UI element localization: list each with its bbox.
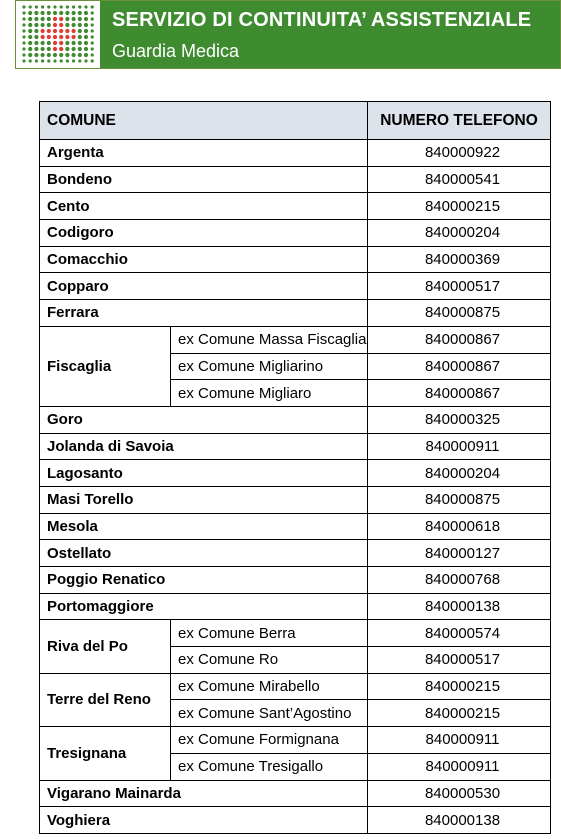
logo-dot xyxy=(78,53,82,57)
logo-dot xyxy=(34,41,38,45)
logo-dot xyxy=(72,35,76,39)
logo-dot xyxy=(53,5,56,8)
logo-dot xyxy=(65,29,69,33)
logo-dot xyxy=(28,53,32,57)
table-row xyxy=(40,326,551,353)
table-row xyxy=(40,246,551,273)
logo-dot xyxy=(34,47,38,51)
table-row xyxy=(40,673,551,700)
logo-dot xyxy=(41,53,45,57)
logo-dot xyxy=(72,41,76,45)
comune-cell: Argenta xyxy=(40,140,368,167)
logo-dot xyxy=(91,17,94,20)
logo-dot xyxy=(60,59,63,62)
logo-dot xyxy=(47,17,51,21)
phone-number-cell: 840000875 xyxy=(368,300,551,327)
logo-dot xyxy=(72,11,76,15)
logo-dot xyxy=(22,47,25,50)
logo-dot xyxy=(34,53,38,57)
table-header-row xyxy=(40,102,551,140)
phone-number-cell: 840000911 xyxy=(368,433,551,460)
phone-number-cell: 840000215 xyxy=(368,193,551,220)
logo-dot xyxy=(22,29,25,32)
logo-dot xyxy=(34,23,38,27)
logo-dot xyxy=(84,5,87,8)
logo-dot xyxy=(78,17,82,21)
ex-comune-cell: ex Comune Massa Fiscaglia xyxy=(171,326,368,353)
phone-number-cell: 840000618 xyxy=(368,513,551,540)
logo-dot xyxy=(59,41,63,45)
comune-cell: Goro xyxy=(40,406,368,433)
logo-dot xyxy=(35,59,38,62)
comune-cell: Lagosanto xyxy=(40,460,368,487)
logo-dot xyxy=(34,11,38,15)
comune-cell: Portomaggiore xyxy=(40,593,368,620)
phone-number-cell: 840000768 xyxy=(368,567,551,594)
logo-dot xyxy=(53,11,57,15)
table-row xyxy=(40,513,551,540)
logo-dot xyxy=(72,23,76,27)
logo-dot xyxy=(29,5,32,8)
logo-dot xyxy=(78,29,82,33)
header-banner xyxy=(15,0,561,69)
phone-number-cell: 840000911 xyxy=(368,753,551,780)
logo-dot xyxy=(47,53,51,57)
logo-dot xyxy=(28,35,32,39)
logo-dot xyxy=(47,29,51,33)
table-row xyxy=(40,406,551,433)
table-row xyxy=(40,166,551,193)
phone-number-cell: 840000875 xyxy=(368,486,551,513)
page-title: SERVIZIO DI CONTINUITA’ ASSISTENZIALE xyxy=(112,9,532,31)
logo-dot xyxy=(60,5,63,8)
phone-number-cell: 840000911 xyxy=(368,727,551,754)
ex-comune-cell: ex Comune Formignana xyxy=(171,727,368,754)
table-row xyxy=(40,593,551,620)
logo-dot xyxy=(22,59,25,62)
table-row xyxy=(40,727,551,754)
logo-dot xyxy=(65,23,69,27)
logo-dot xyxy=(65,35,69,39)
logo-dot xyxy=(72,29,76,33)
phone-number-cell: 840000138 xyxy=(368,807,551,834)
comune-cell: Mesola xyxy=(40,513,368,540)
comune-cell: Poggio Renatico xyxy=(40,567,368,594)
logo-dot xyxy=(84,41,88,45)
logo-dot xyxy=(41,29,45,33)
logo-dot xyxy=(84,59,87,62)
logo-dot xyxy=(91,53,94,56)
logo-dot xyxy=(47,35,51,39)
logo-dot xyxy=(47,5,50,8)
logo-dot xyxy=(53,17,57,21)
logo-dot xyxy=(41,35,45,39)
logo-dot xyxy=(59,35,63,39)
logo-dot xyxy=(91,29,94,32)
phone-number-cell: 840000215 xyxy=(368,673,551,700)
logo-dot xyxy=(72,5,75,8)
phone-number-cell: 840000204 xyxy=(368,220,551,247)
logo-dot xyxy=(91,35,94,38)
ex-comune-cell: ex Comune Sant’Agostino xyxy=(171,700,368,727)
comune-cell: Fiscaglia xyxy=(40,326,171,406)
logo-dot xyxy=(78,23,82,27)
phone-number-cell: 840000517 xyxy=(368,647,551,674)
table-row xyxy=(40,193,551,220)
phone-number-cell: 840000369 xyxy=(368,246,551,273)
logo-dot xyxy=(91,11,94,14)
ex-comune-cell: ex Comune Tresigallo xyxy=(171,753,368,780)
ex-comune-cell: ex Comune Berra xyxy=(171,620,368,647)
logo-dot xyxy=(22,41,25,44)
logo-dot xyxy=(35,5,38,8)
logo-dot xyxy=(65,11,69,15)
logo-dot xyxy=(34,17,38,21)
logo-dot xyxy=(53,59,56,62)
table-row xyxy=(40,620,551,647)
logo-dot xyxy=(65,47,69,51)
table-row xyxy=(40,220,551,247)
logo-dot xyxy=(34,29,38,33)
logo-dot xyxy=(91,23,94,26)
phone-number-cell: 840000541 xyxy=(368,166,551,193)
logo-dot xyxy=(72,47,76,51)
logo-dot xyxy=(59,11,63,15)
comune-cell: Ferrara xyxy=(40,300,368,327)
phone-number-cell: 840000127 xyxy=(368,540,551,567)
phone-number-cell: 840000922 xyxy=(368,140,551,167)
logo-dot xyxy=(41,41,45,45)
logo-dot xyxy=(41,47,45,51)
logo-dot xyxy=(41,23,45,27)
logo-dot xyxy=(78,47,82,51)
logo-dot xyxy=(29,59,32,62)
ex-comune-cell: ex Comune Migliarino xyxy=(171,353,368,380)
phone-number-cell: 840000138 xyxy=(368,593,551,620)
logo-dot xyxy=(84,53,88,57)
phone-number-cell: 840000204 xyxy=(368,460,551,487)
logo-dot xyxy=(47,23,51,27)
table-row xyxy=(40,460,551,487)
logo-dot xyxy=(47,59,50,62)
logo-dot xyxy=(41,59,44,62)
comune-cell: Ostellato xyxy=(40,540,368,567)
comune-cell: Tresignana xyxy=(40,727,171,780)
comune-cell: Codigoro xyxy=(40,220,368,247)
logo-dot xyxy=(78,41,82,45)
table-row xyxy=(40,567,551,594)
comune-cell: Bondeno xyxy=(40,166,368,193)
logo-dot xyxy=(28,23,32,27)
comune-cell: Copparo xyxy=(40,273,368,300)
logo-dot xyxy=(47,47,51,51)
comune-cell: Jolanda di Savoia xyxy=(40,433,368,460)
logo-dot xyxy=(65,53,69,57)
column-header-comune: COMUNE xyxy=(40,102,368,140)
column-header-numero: NUMERO TELEFONO xyxy=(368,102,551,140)
logo-dot xyxy=(28,29,32,33)
logo-dot xyxy=(22,11,25,14)
logo-dot xyxy=(59,17,63,21)
comune-cell: Comacchio xyxy=(40,246,368,273)
logo-dot xyxy=(22,23,25,26)
logo-dot xyxy=(78,59,81,62)
guardia-medica-logo-icon xyxy=(16,1,100,68)
logo-dot xyxy=(66,59,69,62)
logo-dot xyxy=(53,23,57,27)
logo-dot xyxy=(41,11,45,15)
logo-dot xyxy=(22,5,25,8)
logo-dot xyxy=(53,29,57,33)
logo-dot xyxy=(91,5,94,8)
logo-dot xyxy=(84,35,88,39)
logo-dot xyxy=(53,47,57,51)
logo-dot xyxy=(84,29,88,33)
logo-dot xyxy=(66,5,69,8)
logo-dot xyxy=(28,47,32,51)
phone-number-cell: 840000574 xyxy=(368,620,551,647)
logo-dot xyxy=(22,35,25,38)
logo-dot xyxy=(28,41,32,45)
phone-number-cell: 840000517 xyxy=(368,273,551,300)
ex-comune-cell: ex Comune Ro xyxy=(171,647,368,674)
logo-dot xyxy=(28,17,32,21)
logo-dot xyxy=(91,59,94,62)
table-row xyxy=(40,300,551,327)
logo-dot xyxy=(84,11,88,15)
logo-dot xyxy=(84,17,88,21)
logo-dot xyxy=(84,47,88,51)
comune-cell: Terre del Reno xyxy=(40,673,171,726)
logo-dot xyxy=(28,11,32,15)
logo-dot xyxy=(41,5,44,8)
logo-dot xyxy=(53,53,57,57)
table-row xyxy=(40,433,551,460)
logo-dot xyxy=(22,17,25,20)
logo-dot xyxy=(72,53,76,57)
logo-dot xyxy=(34,35,38,39)
logo-dot xyxy=(47,11,51,15)
logo-dot xyxy=(91,47,94,50)
logo-dot xyxy=(72,17,76,21)
phone-number-cell: 840000867 xyxy=(368,353,551,380)
phone-number-cell: 840000530 xyxy=(368,780,551,807)
comune-cell: Cento xyxy=(40,193,368,220)
phone-number-cell: 840000325 xyxy=(368,406,551,433)
phone-numbers-table xyxy=(39,101,551,834)
logo-dot xyxy=(53,35,57,39)
logo-dot xyxy=(53,41,57,45)
table-row xyxy=(40,273,551,300)
logo-dot xyxy=(59,53,63,57)
logo-dot xyxy=(78,11,82,15)
logo-dot xyxy=(84,23,88,27)
logo-dot xyxy=(78,5,81,8)
ex-comune-cell: ex Comune Migliaro xyxy=(171,380,368,407)
table-row xyxy=(40,540,551,567)
phone-number-cell: 840000867 xyxy=(368,326,551,353)
logo-dot xyxy=(47,41,51,45)
logo-dot xyxy=(59,47,63,51)
logo-dot xyxy=(41,17,45,21)
logo-dot xyxy=(59,29,63,33)
logo-dot xyxy=(65,41,69,45)
table-row xyxy=(40,140,551,167)
table-row xyxy=(40,486,551,513)
logo-dot xyxy=(59,23,63,27)
banner-title-area xyxy=(100,1,560,68)
comune-cell: Masi Torello xyxy=(40,486,368,513)
phone-number-cell: 840000215 xyxy=(368,700,551,727)
table-row xyxy=(40,807,551,834)
comune-cell: Vigarano Mainarda xyxy=(40,780,368,807)
table-row xyxy=(40,780,551,807)
logo-dot xyxy=(22,53,25,56)
comune-cell: Voghiera xyxy=(40,807,368,834)
ex-comune-cell: ex Comune Mirabello xyxy=(171,673,368,700)
logo-dot xyxy=(91,41,94,44)
logo-dot xyxy=(78,35,82,39)
logo-dot xyxy=(65,17,69,21)
logo-dot xyxy=(72,59,75,62)
comune-cell: Riva del Po xyxy=(40,620,171,673)
page-subtitle: Guardia Medica xyxy=(112,41,240,61)
phone-number-cell: 840000867 xyxy=(368,380,551,407)
